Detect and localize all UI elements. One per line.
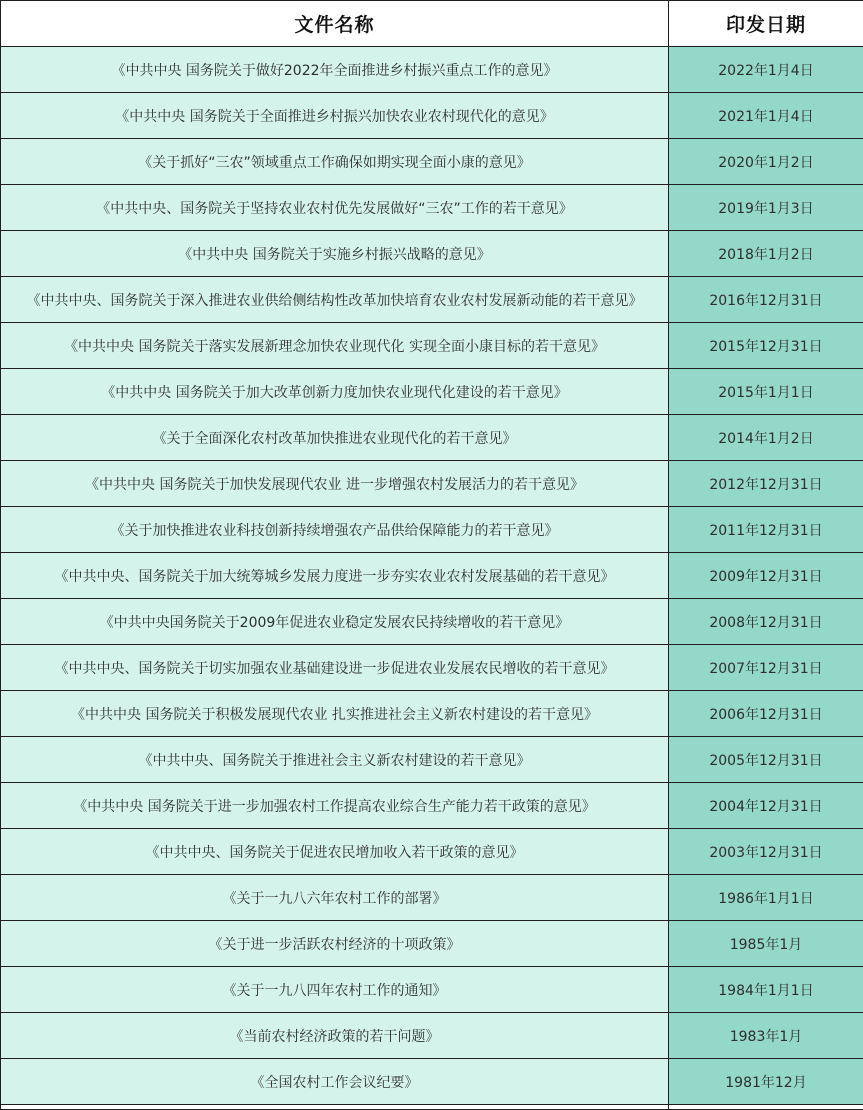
table-body <box>1 47 863 1110</box>
issue-date-cell: 2005年12月31日 <box>669 737 863 783</box>
document-name-cell: 《关于一九八四年农村工作的通知》 <box>1 967 669 1013</box>
document-name-cell: 《中共中央、国务院关于坚持农业农村优先发展做好“三农”工作的若干意见》 <box>1 185 669 231</box>
table-row <box>1 737 863 783</box>
document-name-cell: 《中共中央 国务院关于全面推进乡村振兴加快农业农村现代化的意见》 <box>1 93 669 139</box>
table-row-partial <box>1 1105 863 1110</box>
table-row <box>1 185 863 231</box>
issue-date-cell: 2003年12月31日 <box>669 829 863 875</box>
header-issue-date: 印发日期 <box>669 1 863 47</box>
table-row <box>1 691 863 737</box>
issue-date-cell: 1981年12月 <box>669 1059 863 1105</box>
table-row <box>1 415 863 461</box>
document-name-cell: 《中共中央 国务院关于加快发展现代农业 进一步增强农村发展活力的若干意见》 <box>1 461 669 507</box>
table-row <box>1 967 863 1013</box>
issue-date-cell: 2006年12月31日 <box>669 691 863 737</box>
issue-date-cell: 2018年1月2日 <box>669 231 863 277</box>
document-name-cell: 《中共中央 国务院关于积极发展现代农业 扎实推进社会主义新农村建设的若干意见》 <box>1 691 669 737</box>
document-name-cell: 《关于加快推进农业科技创新持续增强农产品供给保障能力的若干意见》 <box>1 507 669 553</box>
issue-date-cell: 2019年1月3日 <box>669 185 863 231</box>
table-row <box>1 875 863 921</box>
document-name-cell: 《中共中央 国务院关于做好2022年全面推进乡村振兴重点工作的意见》 <box>1 47 669 93</box>
issue-date-cell: 2012年12月31日 <box>669 461 863 507</box>
partial-cell <box>1 1105 669 1110</box>
issue-date-cell: 2015年1月1日 <box>669 369 863 415</box>
document-name-cell: 《中共中央、国务院关于深入推进农业供给侧结构性改革加快培育农业农村发展新动能的若干意见》 <box>1 277 669 323</box>
issue-date-cell: 1985年1月 <box>669 921 863 967</box>
table-row <box>1 277 863 323</box>
partial-cell <box>669 1105 863 1110</box>
document-name-cell: 《中共中央 国务院关于进一步加强农村工作提高农业综合生产能力若干政策的意见》 <box>1 783 669 829</box>
table-row <box>1 461 863 507</box>
table-header <box>1 1 863 47</box>
table-row <box>1 599 863 645</box>
table-row <box>1 1013 863 1059</box>
issue-date-cell: 1986年1月1日 <box>669 875 863 921</box>
table-row <box>1 231 863 277</box>
header-document-name: 文件名称 <box>1 1 669 47</box>
table-row <box>1 783 863 829</box>
document-name-cell: 《中共中央 国务院关于加大改革创新力度加快农业现代化建设的若干意见》 <box>1 369 669 415</box>
document-name-cell: 《中共中央、国务院关于推进社会主义新农村建设的若干意见》 <box>1 737 669 783</box>
issue-date-cell: 2016年12月31日 <box>669 277 863 323</box>
table-row <box>1 507 863 553</box>
table-row <box>1 1059 863 1105</box>
table-row <box>1 323 863 369</box>
issue-date-cell: 2021年1月4日 <box>669 93 863 139</box>
issue-date-cell: 1983年1月 <box>669 1013 863 1059</box>
issue-date-cell: 2009年12月31日 <box>669 553 863 599</box>
table-row <box>1 829 863 875</box>
document-name-cell: 《中共中央、国务院关于促进农民增加收入若干政策的意见》 <box>1 829 669 875</box>
table-row <box>1 139 863 185</box>
issue-date-cell: 2020年1月2日 <box>669 139 863 185</box>
table-row <box>1 645 863 691</box>
header-row <box>1 1 863 47</box>
document-name-cell: 《中共中央国务院关于2009年促进农业稳定发展农民持续增收的若干意见》 <box>1 599 669 645</box>
table-row <box>1 369 863 415</box>
document-name-cell: 《关于抓好“三农”领域重点工作确保如期实现全面小康的意见》 <box>1 139 669 185</box>
document-name-cell: 《关于全面深化农村改革加快推进农业现代化的若干意见》 <box>1 415 669 461</box>
table-row <box>1 47 863 93</box>
document-name-cell: 《当前农村经济政策的若干问题》 <box>1 1013 669 1059</box>
table-row <box>1 553 863 599</box>
table-row <box>1 921 863 967</box>
document-name-cell: 《关于一九八六年农村工作的部署》 <box>1 875 669 921</box>
issue-date-cell: 2015年12月31日 <box>669 323 863 369</box>
issue-date-cell: 2008年12月31日 <box>669 599 863 645</box>
document-name-cell: 《关于进一步活跃农村经济的十项政策》 <box>1 921 669 967</box>
issue-date-cell: 2011年12月31日 <box>669 507 863 553</box>
document-name-cell: 《中共中央、国务院关于加大统筹城乡发展力度进一步夯实农业农村发展基础的若干意见》 <box>1 553 669 599</box>
issue-date-cell: 2022年1月4日 <box>669 47 863 93</box>
table-row <box>1 93 863 139</box>
document-name-cell: 《全国农村工作会议纪要》 <box>1 1059 669 1105</box>
document-name-cell: 《中共中央、国务院关于切实加强农业基础建设进一步促进农业发展农民增收的若干意见》 <box>1 645 669 691</box>
issue-date-cell: 2014年1月2日 <box>669 415 863 461</box>
document-name-cell: 《中共中央 国务院关于实施乡村振兴战略的意见》 <box>1 231 669 277</box>
issue-date-cell: 2007年12月31日 <box>669 645 863 691</box>
issue-date-cell: 2004年12月31日 <box>669 783 863 829</box>
document-name-cell: 《中共中央 国务院关于落实发展新理念加快农业现代化 实现全面小康目标的若干意见》 <box>1 323 669 369</box>
issue-date-cell: 1984年1月1日 <box>669 967 863 1013</box>
